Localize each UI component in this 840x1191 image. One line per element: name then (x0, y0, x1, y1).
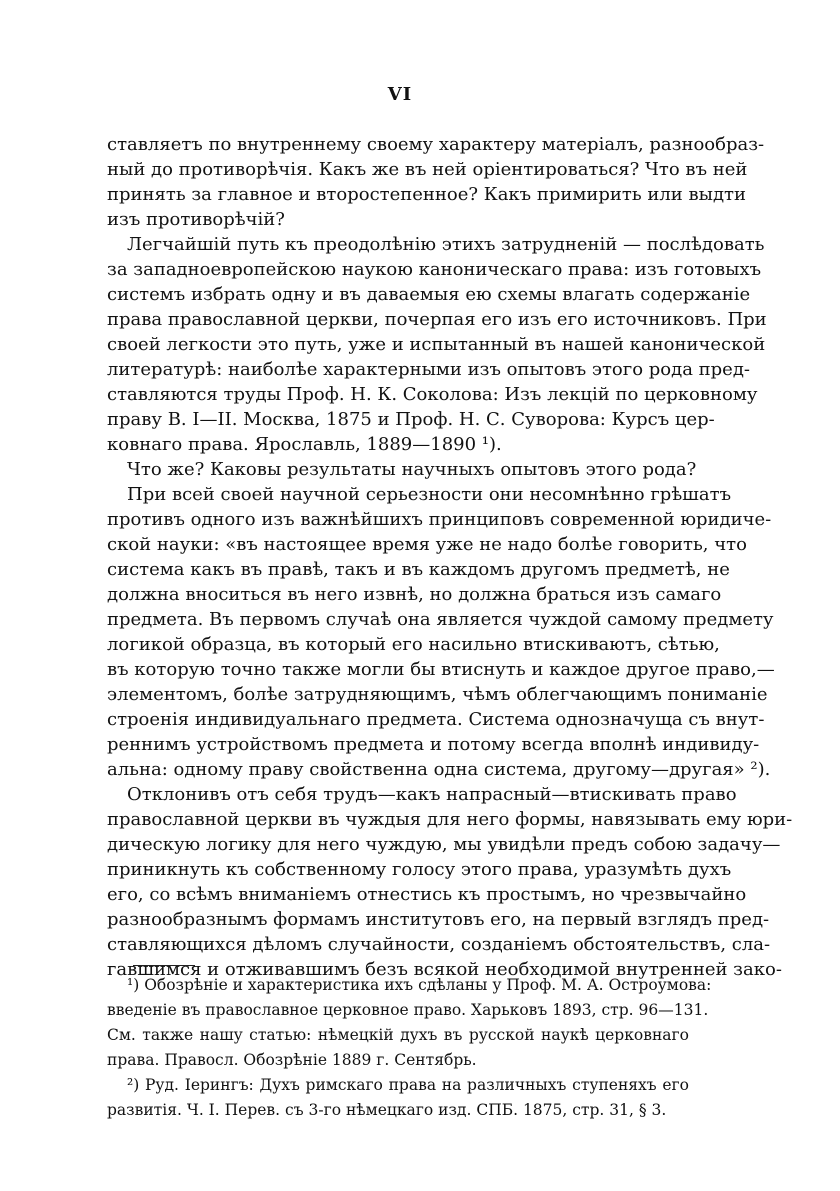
paragraph (107, 232, 767, 457)
text-line: Что же? Каковы результаты научныхъ опытовъ этого рода? (127, 459, 697, 480)
text-line: его, со всѣмъ вниманіемъ отнестись къ простымъ, но чрезвычайно (107, 884, 747, 905)
text-line: элементомъ, болѣе затрудняющимъ, чѣмъ облегчающимъ пониманіе (107, 684, 768, 705)
paragraph (107, 132, 765, 232)
text-line: строенія индивидуальнаго предмета. Система однозначуща съ внут- (107, 709, 765, 730)
text-line: Легчайшій путь къ преодолѣнію этихъ затрудненій — послѣдовать (127, 234, 765, 255)
footnote-line: ¹) Обозрѣніе и характеристика ихъ сдѣланы у Проф. М. А. Остроумова: (127, 976, 712, 994)
text-line: православной церкви въ чуждыя для него формы, навязывать ему юри- (107, 809, 793, 830)
text-line: дическую логику для него чуждую, мы увидѣли предъ собою задачу— (107, 834, 781, 855)
paragraph (107, 782, 793, 982)
text-line: логикой образца, въ который его насильно втискиваютъ, сѣтью, (107, 634, 720, 655)
text-line: своей легкости это путь, уже и испытанный въ нашей канонической (107, 334, 766, 355)
text-line: ставляющихся дѣломъ случайности, созданіемъ обстоятельствъ, сла- (107, 934, 771, 955)
text-line: изъ противорѣчій? (107, 209, 285, 230)
text-line: ковнаго права. Ярославль, 1889—1890 ¹). (107, 434, 502, 455)
text-line: права православной церкви, почерпая его изъ его источниковъ. При (107, 309, 767, 330)
text-line: ской науки: «въ настоящее время уже не надо болѣе говорить, что (107, 534, 747, 555)
footnotes (107, 974, 712, 1124)
footnote (107, 1074, 689, 1124)
footnote-line: введеніе въ православное церковное право. Харьковъ 1893, стр. 96—131. (107, 1001, 709, 1019)
text-line: въ которую точно также могли бы втиснуть и каждое другое право,— (107, 659, 775, 680)
paragraph (107, 482, 775, 782)
text-line: Отклонивъ отъ себя трудъ—какъ напрасный—втискивать право (127, 784, 737, 805)
text-line: литературѣ: наиболѣе характерными изъ опытовъ этого рода пред- (107, 359, 750, 380)
text-line: альна: одному праву свойственна одна система, другому—другая» ²). (107, 759, 771, 780)
text-line: ставляются труды Проф. Н. К. Соколова: Изъ лекцій по церковному (107, 384, 758, 405)
footnote-line: права. Правосл. Обозрѣніе 1889 г. Сентябрь. (107, 1051, 477, 1069)
text-line: реннимъ устройствомъ предмета и потому всегда вполнѣ индивиду- (107, 734, 760, 755)
text-line: приникнуть къ собственному голосу этого права, уразумѣть духъ (107, 859, 732, 880)
text-line: системъ избрать одну и въ даваемыя ею схемы влагать содержаніе (107, 284, 751, 305)
text-line: разнообразнымъ формамъ институтовъ его, на первый взглядъ пред- (107, 909, 770, 930)
footnote-line: См. также нашу статью: нѣмецкій духъ въ русской наукѣ церковнаго (107, 1026, 689, 1044)
text-line: праву В. I—II. Москва, 1875 и Проф. Н. С. Суворова: Курсъ цер- (107, 409, 715, 430)
page-number: VI (387, 84, 413, 105)
text-line: предмета. Въ первомъ случаѣ она является чуждой самому предмету (107, 609, 774, 630)
text-line: ный до противорѣчія. Какъ же въ ней оріентироваться? Что въ ней (107, 159, 748, 180)
footnote (107, 974, 712, 1074)
body-text (107, 132, 793, 982)
text-line: должна вноситься въ него извнѣ, но должна браться изъ самаго (107, 584, 722, 605)
footnote-divider (133, 965, 195, 966)
text-line: за западноевропейскою наукою каноническаго права: изъ готовыхъ (107, 259, 762, 280)
paragraph (107, 457, 697, 482)
text-line: ставляетъ по внутреннему своему характеру матеріалъ, разнообраз- (107, 134, 765, 155)
footnote-line: ²) Руд. Іерингъ: Духъ римскаго права на различныхъ ступеняхъ его (127, 1076, 689, 1094)
text-line: противъ одного изъ важнѣйшихъ принциповъ современной юридиче- (107, 509, 772, 530)
text-line: принять за главное и второстепенное? Какъ примирить или выдти (107, 184, 747, 205)
text-line: При всей своей научной серьезности они несомнѣнно грѣшатъ (127, 484, 732, 505)
footnote-line: развитія. Ч. I. Перев. съ 3-го нѣмецкаго изд. СПБ. 1875, стр. 31, § 3. (107, 1101, 667, 1119)
text-line: система какъ въ правѣ, такъ и въ каждомъ другомъ предметѣ, не (107, 559, 730, 580)
text-line: гавшимся и отживавшимъ безъ всякой необходимой внутренней зако- (107, 959, 782, 980)
